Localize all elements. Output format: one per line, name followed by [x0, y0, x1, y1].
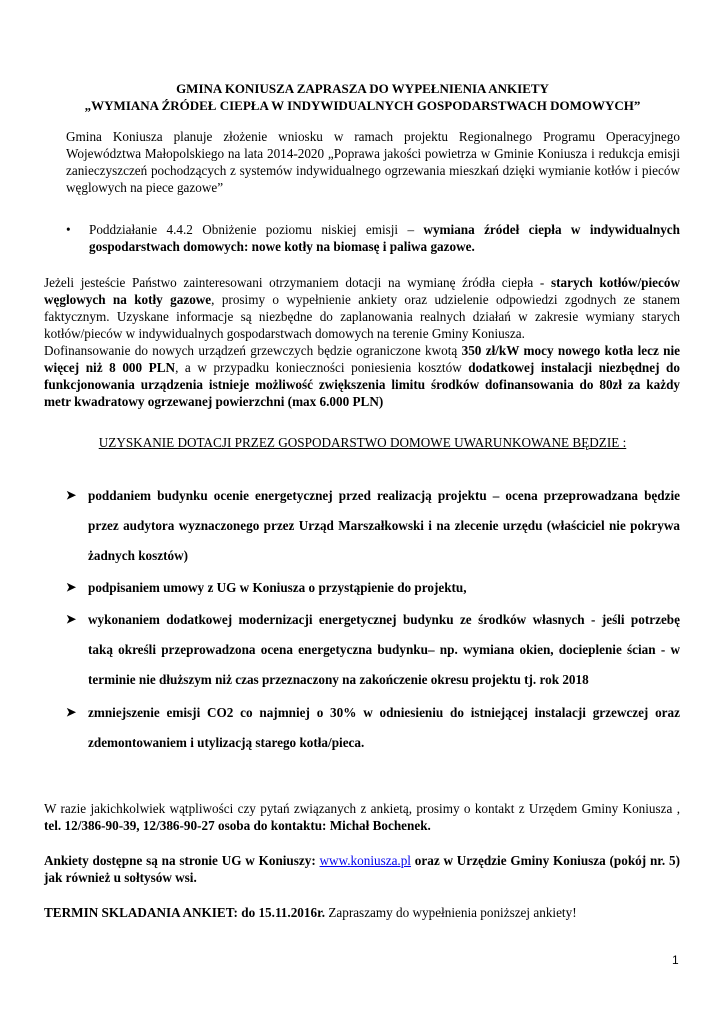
funding-paragraph: Dofinansowanie do nowych urządzeń grzewczych będzie ograniczone kwotą 350 zł/kW mocy nowego kotła lecz nie więcej niż 8 000 PLN, a w przypadku konieczności poniesienia kosztów dodatkowej instalacji niezbędnej do funkcjonowania urządzenia istnieje możliwość zwiększenia limitu środków dofinansowania do 80zł za każdy metr kwadratowy ogrzewanej powierzchni (max 6.000 PLN): [44, 343, 680, 409]
condition-item: ➤ zmniejszenie emisji CO2 co najmniej o 30% w odniesieniu do istniejącej instalacji grzewczej oraz zdemontowaniem i utylizacją starego kotła/pieca.: [66, 705, 680, 750]
koniusza-website-link[interactable]: www.koniusza.pl: [319, 853, 411, 868]
title-line-2: „WYMIANA ŹRÓDEŁ CIEPŁA W INDYWIDUALNYCH GOSPODARSTWACH DOMOWYCH”: [84, 98, 641, 113]
condition-item: ➤ podpisaniem umowy z UG w Koniusza o przystąpienie do projektu,: [66, 580, 467, 595]
deadline-paragraph: TERMIN SKLADANIA ANKIET: do 15.11.2016r. Zapraszamy do wypełnienia poniższej ankiety!: [44, 905, 577, 920]
arrow-bullet-icon: ➤: [66, 612, 77, 626]
arrow-bullet-icon: ➤: [66, 488, 77, 502]
condition-item: ➤ poddaniem budynku ocenie energetycznej przed realizacją projektu – ocena przeprowadzana będzie przez audytora wyznaczonego przez Urząd Marszałkowski i na zlecenie urzędu (właściciel nie pokrywa żadnych kosztów): [66, 488, 680, 563]
conditions-heading: UZYSKANIE DOTACJI PRZEZ GOSPODARSTWO DOMOWE UWARUNKOWANE BĘDZIE :: [98, 435, 627, 450]
bullet-normal-text: Poddziałanie 4.4.2 Obniżenie poziomu niskiej emisji –: [89, 222, 424, 237]
intro-paragraph: Gmina Koniusza planuje złożenie wniosku w ramach projektu Regionalnego Programu Operacyjnego Województwa Małopolskiego na lata 2014-2020 „Poprawa jakości powietrza w Gminie Koniusza i redukcja emisji zanieczyszczeń pochodzących z systemów indywidualnego ogrzewania mieszkań dzięki wymianie kotłów i pieców węglowych na piece gazowe”: [66, 129, 680, 195]
bullet-bold-text: wymiana źródeł ciepła w indywidualnych gospodarstwach domowych: nowe kotły na biomasę i paliwa gazowe.: [89, 222, 680, 254]
contact-paragraph: W razie jakichkolwiek wątpliwości czy pytań związanych z ankietą, prosimy o kontakt z Urzędem Gminy Koniusza , tel. 12/386-90-39, 12/386-90-27 osoba do kontaktu: Michał Bochenek.: [44, 801, 680, 833]
title-line-1: GMINA KONIUSZA ZAPRASZA DO WYPEŁNIENIA ANKIETY: [176, 81, 549, 96]
surveys-availability-paragraph: Ankiety dostępne są na stronie UG w Koniuszy: www.koniusza.pl oraz w Urzędzie Gminy Koniusza (pokój nr. 5) jak również u sołtysów wsi.: [44, 853, 680, 885]
page-number: 1: [672, 953, 679, 967]
arrow-bullet-icon: ➤: [66, 705, 77, 719]
info-paragraphs: [44, 274, 680, 410]
subaction-bullet: [66, 221, 680, 255]
dot-bullet-icon: •: [66, 222, 71, 237]
interest-paragraph: Jeżeli jesteście Państwo zainteresowani otrzymaniem dotacji na wymianę źródła ciepła - starych kotłów/pieców węglowych na kotły gazowe, prosimy o wypełnienie ankiety oraz udzielenie odpowiedzi zgodnych ze stanem faktycznym. Uzyskane informacje są niezbędne do zaplanowania realnych działań w zakresie wymiany starych kotłów/pieców w indywidualnych gospodarstwach domowych na terenie Gminy Koniusza.: [44, 275, 680, 341]
condition-item: ➤ wykonaniem dodatkowej modernizacji energetycznej budynku ze środków własnych - jeśli potrzebę taką określi przeprowadzona ocena energetyczna budynku– np. wymiana okien, docieplenie ścian - w terminie nie dłuższym niż czas przeznaczony na zakończenie okresu projektu tj. rok 2018: [66, 612, 680, 687]
arrow-bullet-icon: ➤: [66, 580, 77, 594]
